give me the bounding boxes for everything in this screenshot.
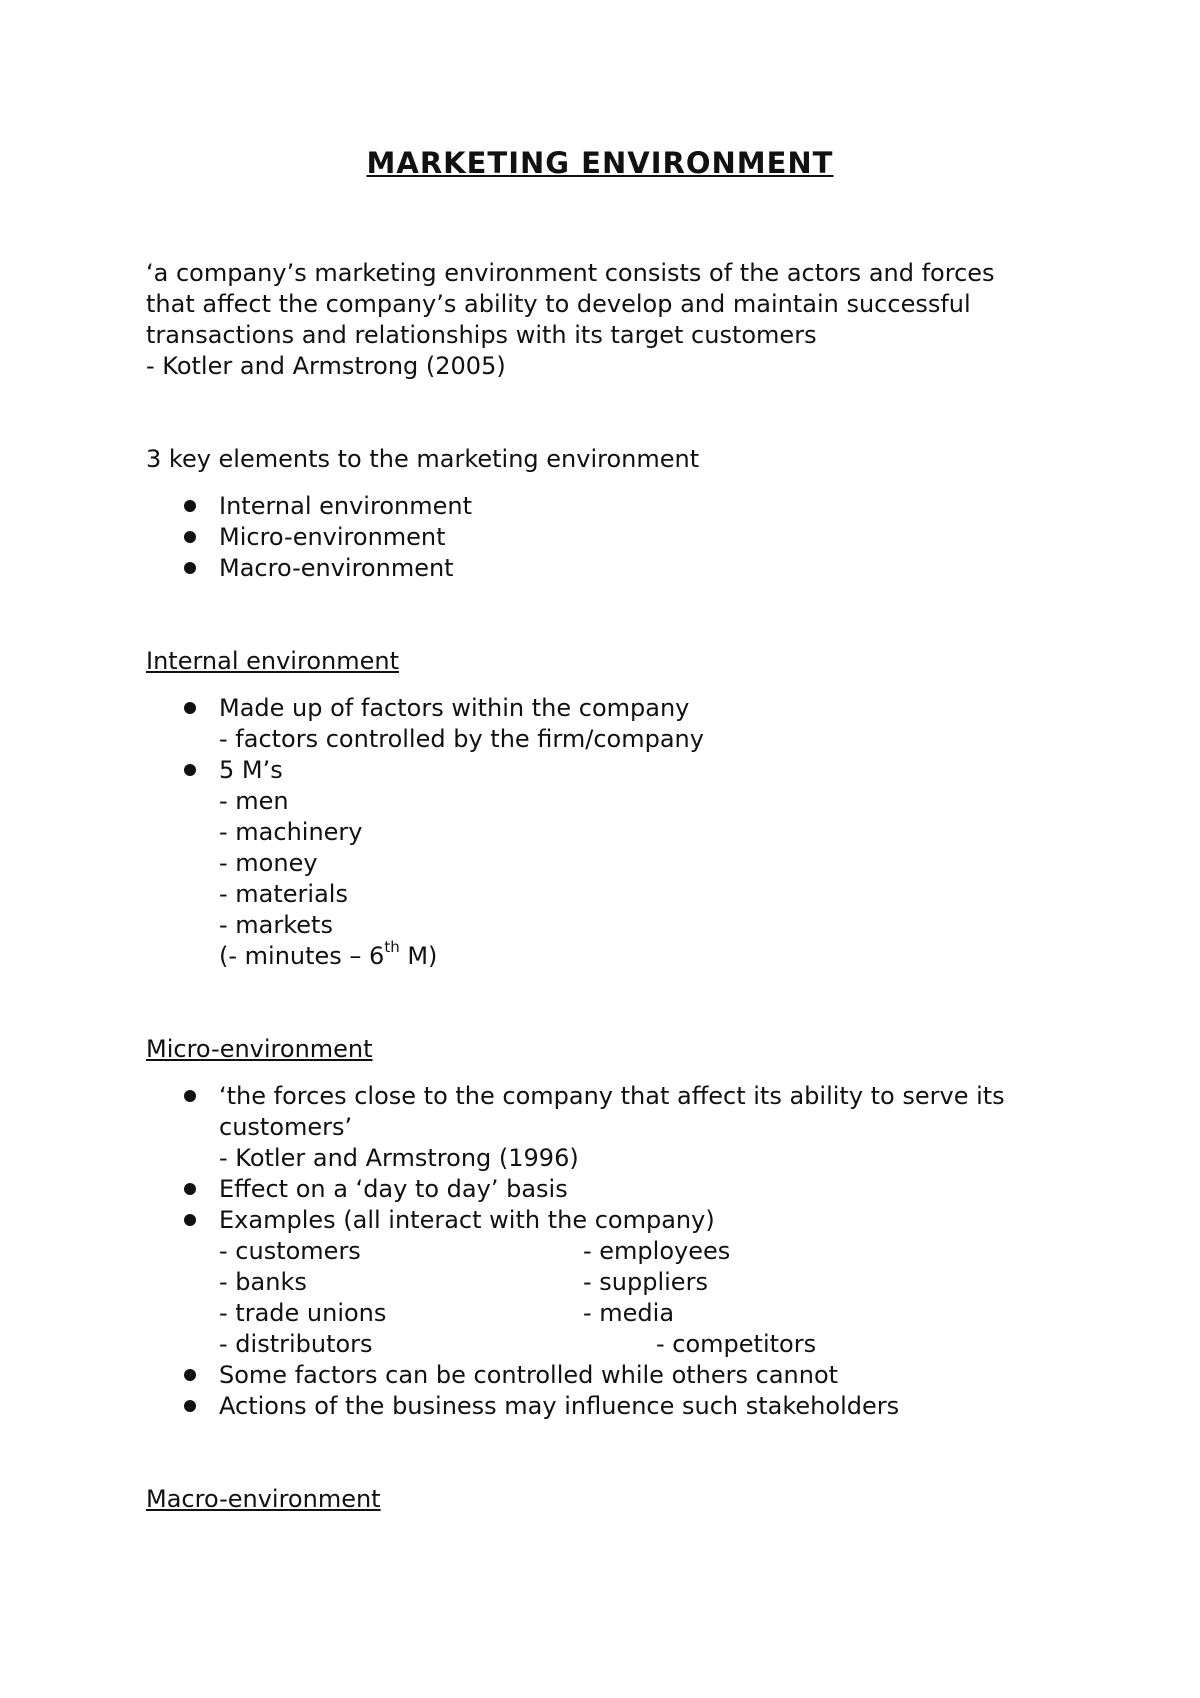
example-item: - trade unions [219,1299,387,1327]
example-item: - suppliers [583,1268,708,1296]
bullet-icon [184,1400,196,1412]
internal-point: Made up of factors within the company [219,694,690,722]
m-item: - money [219,849,318,877]
m-item: - materials [219,880,348,908]
bullet-icon [184,500,196,512]
example-item: - distributors [219,1330,373,1358]
definition-line-3: transactions and relationships with its target customers [146,321,817,349]
micro-quote-line: ‘the forces close to the company that affect its ability to serve its [219,1082,1005,1110]
micro-point: Effect on a ‘day to day’ basis [219,1175,568,1203]
key-element-item: Macro-environment [219,554,454,582]
example-item: - competitors [656,1330,817,1358]
m-item: - men [219,787,289,815]
key-element-item: Internal environment [219,492,472,520]
bullet-icon [184,562,196,574]
key-elements-intro: 3 key elements to the marketing environment [146,445,700,473]
micro-quote-line: customers’ [219,1113,353,1141]
macro-heading: Macro-environment [146,1485,381,1513]
m-item: - markets [219,911,333,939]
definition-citation: - Kotler and Armstrong (2005) [146,352,506,380]
internal-point: 5 M’s [219,756,283,784]
key-element-item: Micro-environment [219,523,446,551]
example-item: - banks [219,1268,307,1296]
bullet-icon [184,1090,196,1102]
bullet-icon [184,764,196,776]
bullet-icon [184,1183,196,1195]
definition-line-2: that affect the company’s ability to develop and maintain successful [146,290,971,318]
micro-heading: Micro-environment [146,1035,373,1063]
sixth-m-note: (- minutes – 6th M) [219,938,438,970]
m-item: - machinery [219,818,363,846]
micro-point: Actions of the business may influence such stakeholders [219,1392,900,1420]
micro-quote-citation: - Kotler and Armstrong (1996) [219,1144,579,1172]
bullet-icon [184,531,196,543]
bullet-icon [184,702,196,714]
definition-line-1: ‘a company’s marketing environment consists of the actors and forces [146,259,995,287]
bullet-icon [184,1369,196,1381]
page-title: MARKETING ENVIRONMENT [366,146,834,180]
internal-heading: Internal environment [146,647,399,675]
example-item: - employees [583,1237,731,1265]
bullet-icon [184,1214,196,1226]
internal-subpoint: - factors controlled by the firm/company [219,725,704,753]
example-item: - customers [219,1237,361,1265]
micro-point: Examples (all interact with the company) [219,1206,715,1234]
example-item: - media [583,1299,675,1327]
micro-point: Some factors can be controlled while others cannot [219,1361,839,1389]
